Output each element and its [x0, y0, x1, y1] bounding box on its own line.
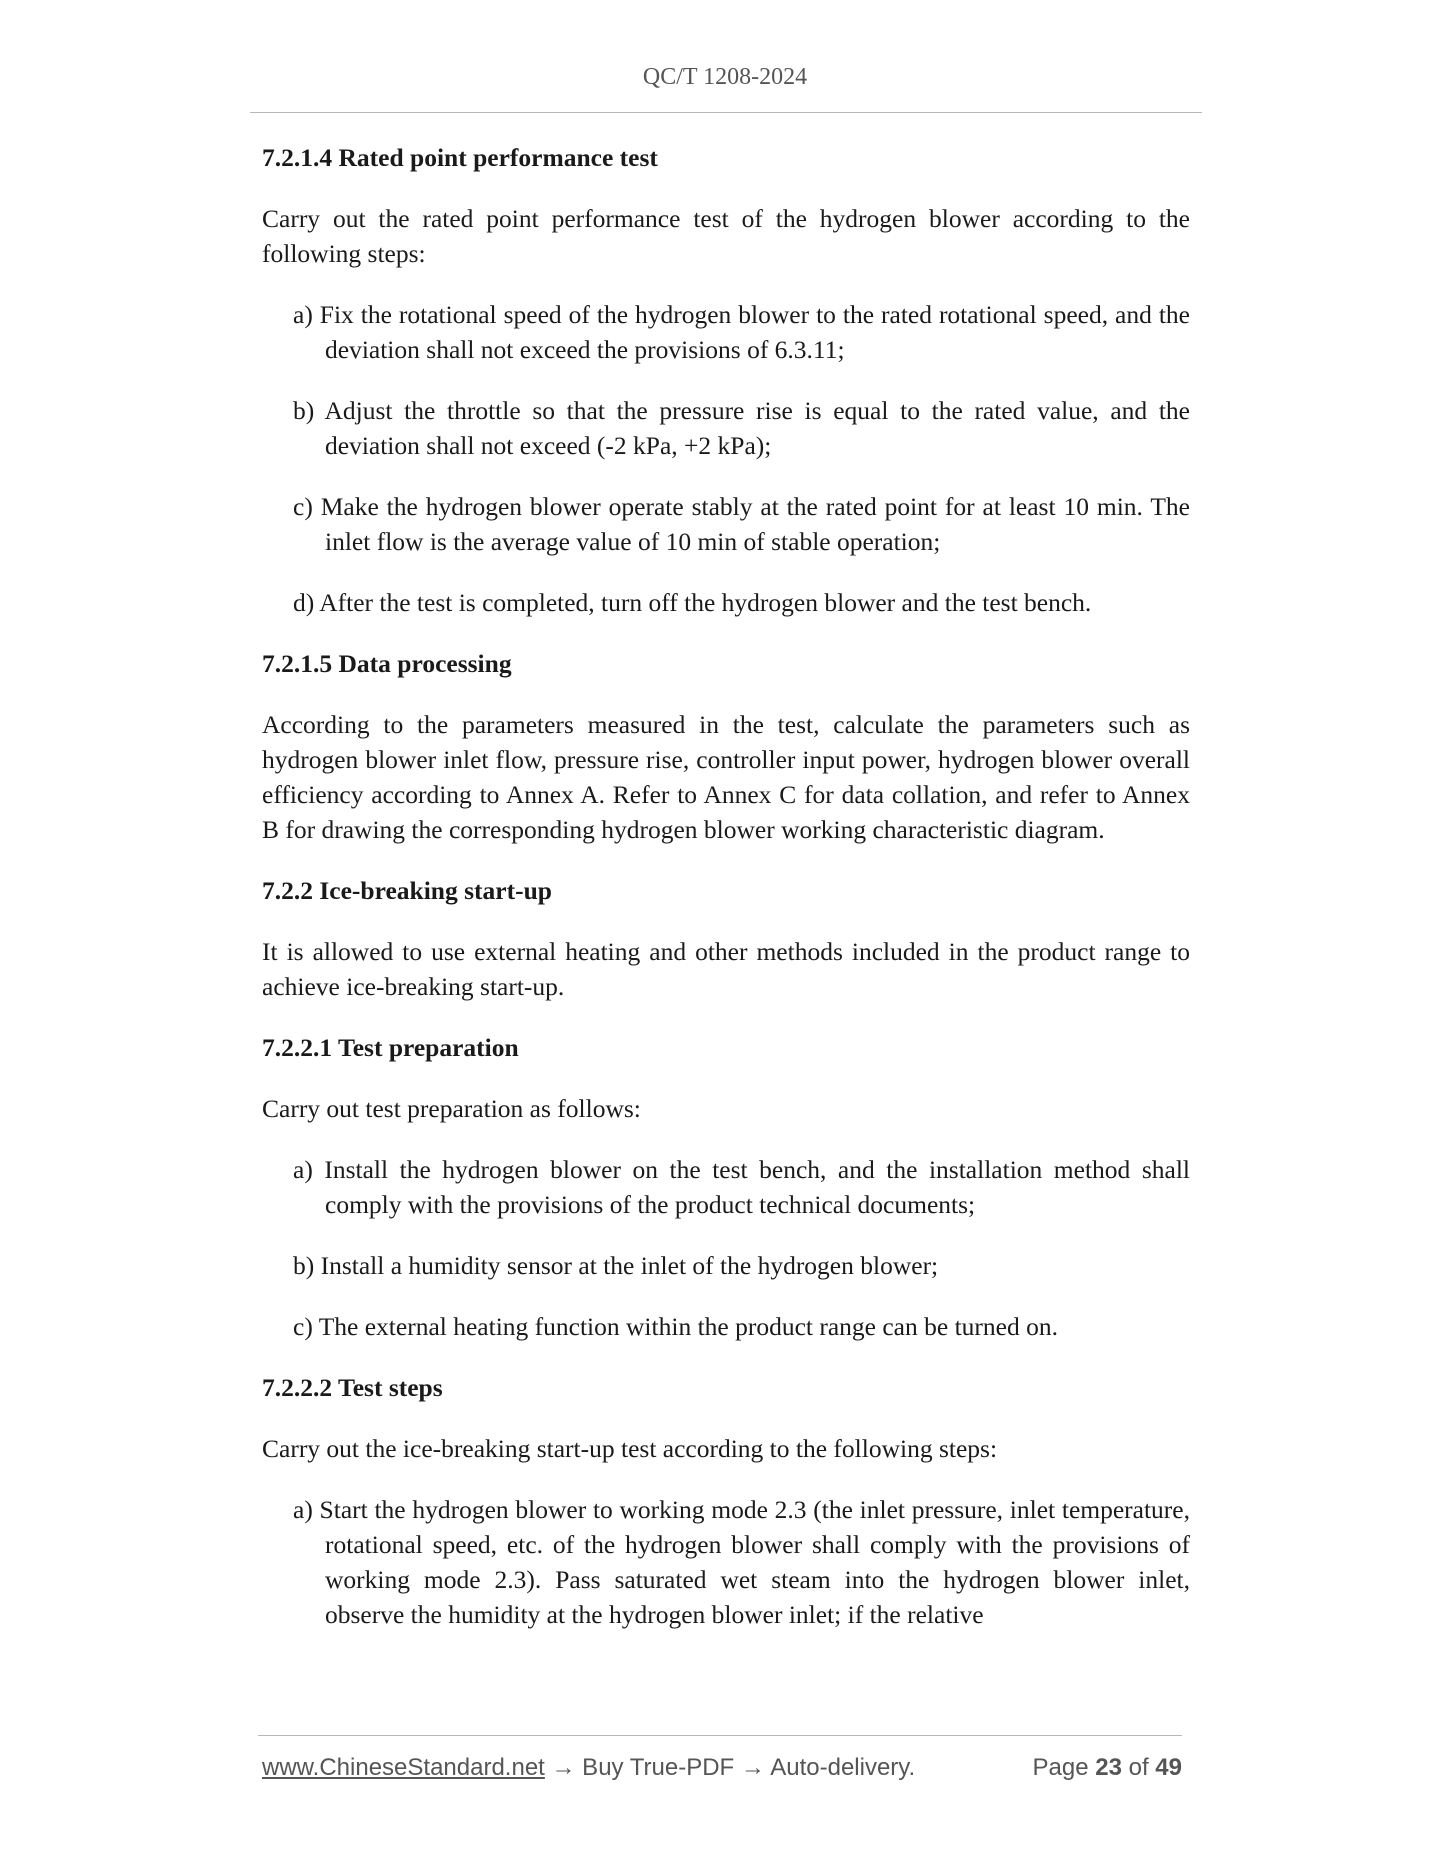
paragraph: It is allowed to use external heating and other methods included in the product range to achieve ice-breaking start-up.: [262, 937, 1190, 1001]
paragraph: Carry out the rated point performance test of the hydrogen blower according to the following steps:: [262, 204, 1190, 268]
list-item: c) Make the hydrogen blower operate stably at the rated point for at least 10 min. The inlet flow is the average value of 10 min of stable operation;: [293, 492, 1190, 556]
section-heading: 7.2.2.2 Test steps: [262, 1373, 443, 1402]
section-heading: 7.2.2.1 Test preparation: [262, 1033, 519, 1062]
current-page: 23: [1095, 1754, 1122, 1781]
footer-divider: [258, 1735, 1182, 1736]
page-footer: [262, 1754, 1182, 1788]
document-body: [262, 140, 1190, 1658]
list-item: d) After the test is completed, turn off the hydrogen blower and the test bench.: [293, 588, 1092, 617]
list-item: a) Install the hydrogen blower on the test bench, and the installation method shall comply with the provisions of the product technical documents;: [293, 1155, 1190, 1219]
page-number: [1033, 1754, 1183, 1782]
list-item: c) The external heating function within the product range can be turned on.: [293, 1312, 1058, 1341]
paragraph: According to the parameters measured in the test, calculate the parameters such as hydrogen blower inlet flow, pressure rise, controller input power, hydrogen blower overall efficiency according to Annex A. Refer to Annex C for data collation, and refer to Annex B for drawing the corresponding hydrogen blower working characteristic diagram.: [262, 710, 1190, 844]
paragraph: Carry out the ice-breaking start-up test according to the following steps:: [262, 1434, 998, 1463]
page-label: Page: [1032, 1754, 1089, 1781]
list-item: a) Fix the rotational speed of the hydrogen blower to the rated rotational speed, and the deviation shall not exceed the provisions of 6.3.11;: [293, 300, 1190, 364]
section-heading: 7.2.1.5 Data processing: [262, 649, 512, 678]
list-item: b) Install a humidity sensor at the inlet of the hydrogen blower;: [293, 1251, 939, 1280]
document-header: [250, 64, 1200, 91]
list-item: a) Start the hydrogen blower to working mode 2.3 (the inlet pressure, inlet temperature, rotational speed, etc. of the hydrogen blower shall comply with the provisions of working mode 2.3). Pass saturated wet steam into the hydrogen blower inlet, observe the humidity at the hydrogen blower inlet; if the relative: [293, 1495, 1190, 1629]
paragraph: Carry out test preparation as follows:: [262, 1094, 641, 1123]
section-heading: 7.2.2 Ice-breaking start-up: [262, 876, 552, 905]
promo-text: → Buy True-PDF → Auto-delivery.: [544, 1754, 916, 1781]
website-link[interactable]: www.ChineseStandard.net: [262, 1754, 545, 1781]
standard-code: QC/T 1208-2024: [642, 64, 808, 90]
section-heading: 7.2.1.4 Rated point performance test: [262, 143, 658, 172]
list-item: b) Adjust the throttle so that the pressure rise is equal to the rated value, and the deviation shall not exceed (-2 kPa, +2 kPa);: [293, 396, 1190, 460]
footer-promo: [262, 1754, 915, 1782]
page-of-label: of: [1128, 1754, 1149, 1781]
total-pages: 49: [1155, 1754, 1182, 1781]
header-divider: [250, 112, 1202, 113]
